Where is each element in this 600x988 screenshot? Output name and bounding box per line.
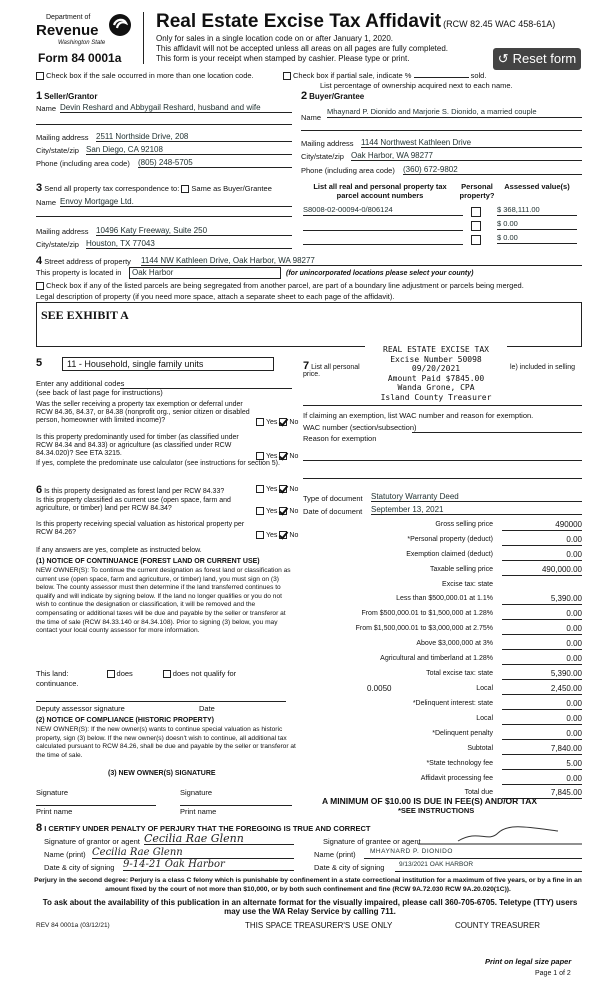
tax-calculation [303,520,582,797]
partial-sale-check[interactable] [283,72,486,81]
city-label: City/state/zip [36,240,79,249]
calc-row [303,774,582,786]
treasurer-stamp [365,345,507,402]
q1-yes-no [256,418,298,427]
wac-field[interactable] [412,424,582,433]
page-number: Page 1 of 2 [535,970,571,977]
continuance-text: NEW OWNER(S): To continue the current designation as forest land or classification as current use (open space, farm and agriculture, or timber) land, you must sign on (3) below. The county assessor must then determine if the land transferred continues to qualify and will indicate by signing below. If the land no longer qualifies or you do not wish to continue the designation or classification, it will be removed and the compensating or additional taxes will be due and payable by the seller or transferor at the time of sale (RCW 84.33.140 or 84.34.108). Prior to signing (3) below, you may contact your local county assessor for more information. [36,567,291,635]
personal-checkbox[interactable] [471,235,481,245]
form-number: Form 84 0001a [38,51,122,65]
assessed-value[interactable]: $ 368,111.00 [497,206,577,216]
grantee-print-label: Name (print) [314,850,356,859]
compliance-heading: (2) NOTICE OF COMPLIANCE (HISTORIC PROPERTY) [36,717,214,724]
phone-label: Phone (including area code) [301,166,395,175]
print-name-label-1: Print name [36,807,73,816]
logo-revenue: Revenue [36,22,99,39]
name-label: Name [301,113,322,122]
calc-row [303,699,582,711]
calc-label: Affidavit processing fee [420,775,493,782]
calc-value[interactable]: 490,000.00 [502,565,582,576]
doc-type-label: Type of document [303,494,363,503]
yes-checkbox[interactable] [256,452,264,460]
located-label: This property is located in [36,268,122,277]
compliance-text: NEW OWNER(S): If the new owner(s) wants to continue special valuation as historic property, sign (3) below. If the new owner(s) doesn't wish to continue, all additional tax calculated pursuant to RCW 84.26, shall be due and payable by the seller or transferor at the time of sale. [36,726,296,759]
dor-logo [36,12,132,54]
alt-format-note: To ask about the availability of this publication in an alternate format for the visually impaired, please call 360-705-6705. Teletype (TTY) users may use the WA Relay Service by calling 711. [42,898,578,916]
sec-title: Seller/Grantor [44,92,98,101]
logo-swirl-icon [108,12,132,38]
form-title [156,11,555,33]
street-address-field[interactable]: 1144 NW Kathleen Drive, Oak Harbor, WA 98277 [141,256,582,266]
forest-question [36,484,224,497]
certify-text: I CERTIFY UNDER PENALTY OF PERJURY THAT THE FOREGOING IS TRUE AND CORRECT [44,824,371,833]
grantor-sig-label: Signature of grantor or agent [44,837,140,846]
calc-label: Less than $500,000.01 at 1.1% [396,595,493,602]
reset-icon: ↺ [497,50,509,66]
unincorp-note: (for unincorporated locations please select your county) [286,270,474,277]
reset-form-button[interactable] [493,48,581,70]
name-label: Name [36,198,57,207]
mail-label: Mailing address [36,133,89,142]
street-address-row [36,255,131,268]
mail-label: Mailing address [36,227,89,236]
seller-mail-field[interactable]: 2511 Northside Drive, 208 [96,132,292,142]
calc-value[interactable]: 0.00 [502,699,582,710]
logo-dept: Department of [46,14,91,21]
new-owner-sig-heading: (3) NEW OWNER(S) SIGNATURE [108,770,216,777]
cu-yes-no [256,507,298,516]
name-label: Name [36,104,57,113]
calc-row [303,639,582,651]
parcel-row [303,206,583,220]
sec-num: 3 [36,182,43,194]
perjury-note: Perjury in the second degree: Perjury is a class C felony which is punishable by confinement in a state correctional institution for a maximum of five years, or by a fine in an amount fixed by the court of not more than $10,000, or by both such confinement and fine (RCW 9A.72.030 RCW 9A.20.020(1C)). [34,877,582,893]
partial-label: Check box if partial sale, indicate % [293,71,412,80]
calc-label: Total excise tax: state [426,670,493,677]
calc-row [303,550,582,562]
sec5-num: 5 [36,357,43,369]
mail-label: Mailing address [301,139,354,148]
buyer-heading [301,90,364,103]
exemption-question: Was the seller receiving a property tax exemption or deferral under RCW 84.36, 84.37, or 84.38 (nonprofit org., senior citizen or disabled person, homeowner with limited income)? [36,401,250,425]
multi-location-check[interactable] [36,72,254,81]
calc-value[interactable]: 0.00 [502,535,582,546]
stamp-line: Excise Number 50098 [390,354,482,364]
calc-value[interactable]: 0.00 [502,639,582,650]
hist-yes-no [256,531,298,540]
grantee-date-field[interactable]: 9/13/2021 OAK HARBOR [395,861,582,872]
exemption-label: If claiming an exemption, list WAC number and reason for exemption. [303,411,534,420]
calc-label: Local [476,715,493,722]
historic-question: Is this property receiving special valuation as historical property per RCW 84.26? [36,521,245,537]
list-label: List all personal [311,364,360,371]
yes-label: Yes [266,418,278,426]
calc-row [303,535,582,547]
land-label: This land: [36,669,69,678]
calc-label: Gross selling price [435,521,493,528]
calc-label: Subtotal [467,745,493,752]
title-rcw: (RCW 82.45 WAC 458-61A) [443,19,556,29]
no-checkbox[interactable] [279,418,287,426]
assessed-header: Assessed value(s) [504,182,570,191]
calc-label: Exemption claimed (deduct) [406,551,493,558]
add-codes-label: Enter any additional codes [36,379,125,388]
logo-state: Washington State [58,40,106,46]
treasurer-use: THIS SPACE TREASURER'S USE ONLY [245,921,393,930]
deputy-sig-label: Deputy assessor signature [36,704,125,713]
calc-row [303,609,582,621]
parcel-number[interactable] [303,234,463,245]
location-select[interactable]: Oak Harbor [129,267,281,279]
grantor-print-field[interactable]: Cecilia Rae Glenn [92,847,294,859]
buyer-mail-field[interactable]: 1144 Northwest Kathleen Drive [361,138,582,148]
phone-label: Phone (including area code) [36,159,130,168]
grantee-signature-field[interactable] [418,823,582,845]
corr-mail-field[interactable]: 10496 Katy Freeway, Suite 250 [96,226,292,236]
personal-checkbox[interactable] [471,207,481,217]
segregated-check[interactable] [36,282,524,291]
sec-num: 6 [36,484,43,496]
sec-title: Send all property tax correspondence to: [44,184,180,193]
city-label: City/state/zip [301,152,344,161]
date-label: Date [199,704,215,713]
county-treasurer: COUNTY TREASURER [455,921,541,930]
calc-value[interactable]: 0.00 [502,550,582,561]
no-checkbox[interactable] [279,507,287,515]
buyer-name-field[interactable]: Mhaynard P. Dionido and Marjorie S. Dionido, a married couple [327,108,582,118]
calc-row [303,565,582,577]
no-checkbox[interactable] [279,485,287,493]
stamp-line: Wanda Grone, CPA [397,383,475,392]
calc-value[interactable]: 0.00 [502,654,582,665]
calc-row [303,580,582,592]
no-label: No [289,531,299,539]
sig-label-1: Signature [36,788,69,797]
price-label: price. [303,371,321,378]
seller-heading [36,90,97,103]
sec-title: Buyer/Grantee [309,92,365,101]
calc-row [303,759,582,771]
assessed-value[interactable]: $ 0.00 [497,220,577,230]
legal-size-note: Print on legal size paper [485,957,572,966]
calc-label: *State technology fee [426,760,493,767]
checkbox[interactable] [36,72,44,80]
no-checkbox[interactable] [279,531,287,539]
calc-row [303,714,582,726]
print-name-label-2: Print name [180,807,217,816]
yes-checkbox[interactable] [256,531,264,539]
rev-number: REV 84 0001a (03/12/21) [36,922,110,929]
sec-num: 2 [301,90,308,102]
legal-description-box[interactable] [36,302,582,347]
yes-checkbox[interactable] [256,485,264,493]
yes-label: Yes [266,452,278,460]
calc-value[interactable]: 0.00 [502,714,582,725]
local-rate: 0.0050 [367,684,392,693]
grantee-sig-label: Signature of grantee or agent [323,837,421,846]
calc-value[interactable] [502,580,582,591]
grantor-signature-field[interactable]: Cecilia Rae Glenn [144,833,294,845]
parcel-header: List all real and personal property tax parcel account numbers [313,182,447,200]
grantee-print-field[interactable]: MHAYNARD P. DIONIDO [364,848,582,859]
doc-date-label: Date of document [303,507,363,516]
calc-label: From $1,500,000.01 to $3,000,000 at 2.75% [355,625,493,632]
parcel-row [303,220,583,234]
grantor-print-label: Name (print) [44,850,86,859]
continuance-heading: (1) NOTICE OF CONTINUANCE (FOREST LAND OR CURRENT USE) [36,558,260,565]
sig-label-2: Signature [180,788,213,797]
seg-label: Check box if any of the listed parcels are being segregated from another parcel, are part of a boundary line adjustment or parcels being merged. [46,281,524,290]
calc-value[interactable]: 7,840.00 [502,744,582,755]
does-not-checkbox[interactable] [163,670,171,678]
no-label: No [289,418,299,426]
yes-label: Yes [266,507,278,515]
calc-label: Excise tax: state [442,581,493,588]
corr-name-field[interactable]: Envoy Mortgage Ltd. [60,197,292,207]
corr-city-field[interactable]: Houston, TX 77043 [86,239,292,249]
calc-label: Local [476,685,493,692]
stamp-line: 09/20/2021 [411,364,461,373]
yes-label: Yes [266,531,278,539]
street-label: Street address of property [44,257,131,266]
included-label: le) included in selling [510,364,575,371]
checkbox[interactable] [36,282,44,290]
sec-num: 1 [36,90,43,102]
calc-row [303,520,582,532]
does-not-label: does not qualify for [172,669,237,678]
no-label: No [289,485,299,493]
forest-yes-no [256,485,298,494]
personal-checkbox[interactable] [471,221,481,231]
seller-name-field[interactable]: Devin Reshard and Abbygail Reshard, husband and wife [60,103,292,113]
city-label: City/state/zip [36,146,79,155]
stamp-line: Island County Treasurer [380,392,492,402]
reset-label: Reset form [512,50,577,66]
calc-row [303,669,582,681]
grantor-date-field[interactable]: 9-14-21 Oak Harbor [123,859,294,871]
if-yes-note: If any answers are yes, complete as instructed below. [36,547,202,554]
see-instructions: *SEE INSTRUCTIONS [398,806,475,815]
calc-label: Total due [464,789,493,796]
sold-label: sold. [470,71,487,80]
header-divider [143,12,144,64]
wac-label: WAC number (section/subsection) [303,423,417,432]
no-checkbox[interactable] [279,452,287,460]
multi-label: Check box if the sale occurred in more than one location code. [46,71,254,80]
calc-label: Agricultural and timberland at 1.28% [380,655,493,662]
see-back-label: (see back of last page for instructions) [36,388,163,397]
calc-row [303,594,582,606]
parcel-number[interactable]: S8008-02-00094-0/806124 [303,206,463,216]
grantee-date-label: Date & city of signing [314,863,385,872]
yes-label: Yes [266,485,278,493]
calc-label: *Delinquent penalty [432,730,493,737]
same-as-buyer-checkbox[interactable] [181,185,189,193]
exhibit-text: SEE EXHIBIT A [41,308,129,322]
title-text: Real Estate Excise Tax Affidavit [156,11,442,32]
seller-phone-field[interactable]: (805) 248-5705 [138,158,292,168]
calc-label: *Personal property (deduct) [407,536,493,543]
buyer-phone-field[interactable]: (360) 672-9802 [403,165,582,175]
calc-row [303,654,582,666]
calc-value[interactable]: 5,390.00 [502,594,582,605]
calc-row [303,729,582,741]
sec-num: 8 [36,822,43,834]
calc-row [303,684,582,696]
parcel-number[interactable] [303,220,463,231]
calculator-note: If yes, complete the predominate use calculator (see instructions for section 5). [36,460,280,467]
header-note-2: This affidavit will not be accepted unless all areas on all pages are fully completed. [156,44,449,53]
assessed-value[interactable]: $ 0.00 [497,234,577,244]
doc-type-field[interactable]: Statutory Warranty Deed [371,492,582,502]
land-qualify-row [36,670,236,679]
calc-value[interactable]: 7,845.00 [502,788,582,799]
yes-checkbox[interactable] [256,507,264,515]
buyer-city-field[interactable]: Oak Harbor, WA 98277 [351,151,582,161]
no-label: No [289,507,299,515]
calc-value[interactable]: 0.00 [502,609,582,620]
calc-row [303,744,582,756]
calc-row [303,624,582,636]
personal-header: Personal property? [459,182,495,200]
calc-label: *Delinquent interest: state [412,700,493,707]
sec-num: 4 [36,255,43,267]
checkbox[interactable] [283,72,291,80]
header-note-1: Only for sales in a single location code on or after January 1, 2020. [156,34,394,43]
calc-value[interactable]: 0.00 [502,774,582,785]
stamp-line: REAL ESTATE EXCISE TAX [383,345,489,354]
sec-num: 7 [303,360,310,372]
calc-value[interactable]: 0.00 [502,729,582,740]
minimum-due-note: A MINIMUM OF $10.00 IS DUE IN FEE(S) AND/OR TAX [322,796,538,806]
calc-value[interactable]: 2,450.00 [502,684,582,695]
correspondence-heading [36,182,272,195]
pct-note: List percentage of ownership acquired next to each name. [320,81,513,90]
q-text: Is this property designated as forest land per RCW 84.33? [44,488,225,495]
calc-label: Taxable selling price [429,566,493,573]
doc-date-field[interactable]: September 13, 2021 [371,505,582,515]
header-note-3: This form is your receipt when stamped by cashier. Please type or print. [156,54,410,63]
stamp-line: Amount Paid $7845.00 [387,373,485,383]
grantor-date-label: Date & city of signing [44,863,115,872]
continuance-label: continuance. [36,679,79,688]
legal-label: Legal description of property (if you need more space, attach a separate sheet to each page of the affidavit). [36,292,395,301]
land-use-select[interactable]: 11 - Household, single family units [62,357,274,371]
timber-question: Is this property predominantly used for timber (as classified under RCW 84.34 and 84.33) or agriculture (as classified under RCW 84.34.020)? See ETA 3215. [36,434,239,458]
calc-value[interactable]: 0.00 [502,624,582,635]
calc-label: Above $3,000,000 at 3% [416,640,493,647]
reason-label: Reason for exemption [303,434,377,443]
parcel-row [303,234,583,248]
calc-value[interactable]: 5,390.00 [502,669,582,680]
calc-value[interactable]: 490000 [502,520,582,531]
does-label: does [116,669,133,678]
seller-city-field[interactable]: San Diego, CA 92108 [86,145,292,155]
calc-value[interactable]: 5.00 [502,759,582,770]
does-checkbox[interactable] [107,670,115,678]
same-label: Same as Buyer/Grantee [191,184,272,193]
current-use-question: Is this property classified as current use (open space, farm and agriculture, or timber) land per RCW 84.34? [36,497,231,513]
calc-label: From $500,000.01 to $1,500,000 at 1.28% [361,610,493,617]
yes-checkbox[interactable] [256,418,264,426]
no-label: No [289,452,299,460]
